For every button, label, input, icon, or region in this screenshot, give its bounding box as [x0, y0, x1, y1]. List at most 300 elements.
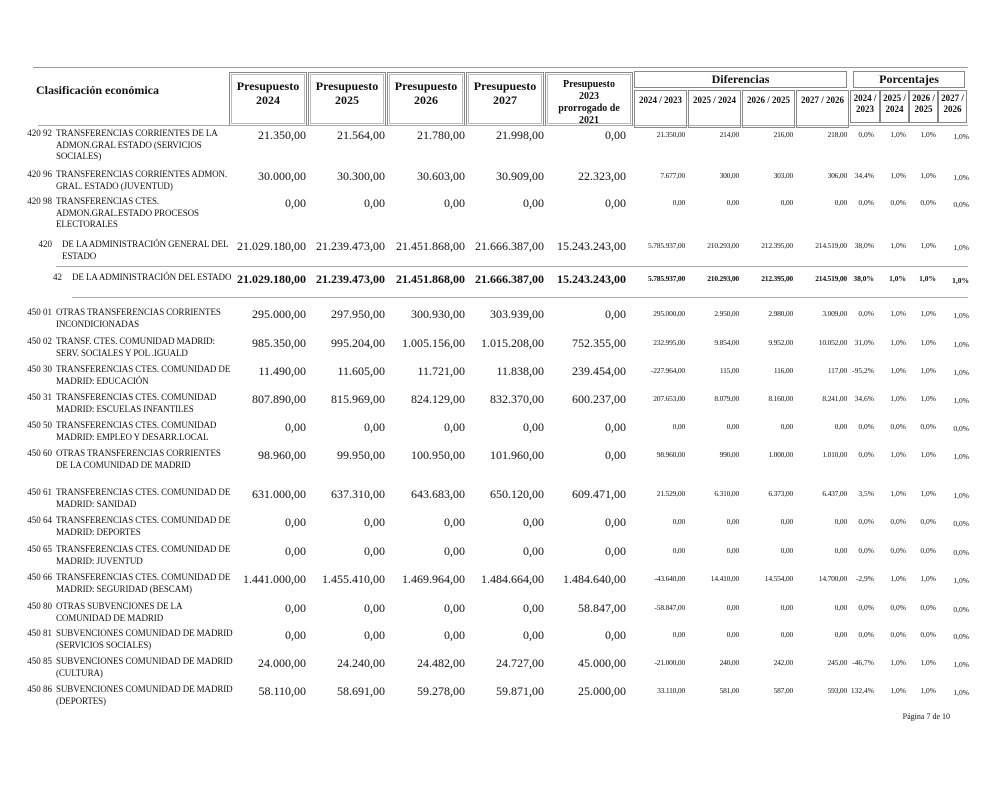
- difference-value: 242,00: [773, 658, 793, 667]
- difference-value: 1.010,00: [822, 450, 847, 459]
- percentage-value: 0,0%: [920, 603, 936, 612]
- budget-value: 11.605,00: [337, 364, 385, 378]
- percentage-value: 1,0%: [953, 452, 969, 461]
- percentage-value: 0,0%: [858, 422, 874, 431]
- percentage-value: 0,0%: [858, 450, 874, 459]
- difference-value: 0,00: [726, 422, 739, 431]
- row-description: DE LA ADMINISTRACIÓN DEL ESTADO: [72, 272, 232, 282]
- difference-value: 0,00: [672, 546, 685, 555]
- difference-value: 21.529,00: [656, 489, 685, 498]
- budget-value: 98.960,00: [258, 448, 306, 462]
- budget-value: 0,00: [285, 196, 306, 210]
- budget-value: 0,00: [605, 628, 626, 642]
- row-code: 450 60: [27, 448, 52, 458]
- difference-value: 300,00: [719, 171, 739, 180]
- budget-value: 0,00: [364, 196, 385, 210]
- percentage-value: 1,0%: [890, 489, 906, 498]
- budget-value: 11.490,00: [258, 364, 306, 378]
- row-code: 42: [53, 272, 62, 282]
- row-code: 450 01: [27, 307, 52, 317]
- difference-value: 218,00: [827, 130, 847, 139]
- percentage-value: 1,0%: [920, 574, 936, 583]
- difference-value: 210.293,00: [707, 274, 739, 283]
- budget-value: 643.683,00: [411, 487, 465, 501]
- budget-value: 0,00: [364, 601, 385, 615]
- budget-value: 300.930,00: [411, 307, 465, 321]
- difference-value: 1.000,00: [768, 450, 793, 459]
- percentage-value: 1,0%: [920, 450, 936, 459]
- difference-value: 98.960,00: [656, 450, 685, 459]
- difference-value: 10.052,00: [818, 338, 847, 347]
- percentage-value: 0,0%: [953, 632, 969, 641]
- budget-value: 24.000,00: [258, 656, 306, 670]
- row-description: OTRAS SUBVENCIONES DE LA COMUNIDAD DE MADRID: [56, 601, 182, 623]
- percentage-value: 0,0%: [858, 517, 874, 526]
- percentage-value: 0,0%: [858, 198, 874, 207]
- percentage-value: 0,0%: [953, 200, 969, 209]
- budget-value: 11.838,00: [496, 364, 544, 378]
- difference-value: 0,00: [834, 517, 847, 526]
- difference-value: 8.079,00: [714, 394, 739, 403]
- percentage-value: 34,4%: [854, 171, 874, 180]
- difference-value: 0,00: [726, 546, 739, 555]
- budget-value: 0,00: [523, 420, 544, 434]
- row-description: TRANSFERENCIAS CORRIENTES DE LA ADMON.GRAL ESTADO (SERVICIOS SOCIALES): [56, 128, 218, 161]
- budget-value: 752.355,00: [572, 336, 626, 350]
- row-code: 450 31: [27, 392, 52, 402]
- percentage-value: 1,0%: [953, 243, 969, 252]
- row-description: OTRAS TRANSFERENCIAS CORRIENTES DE LA COMUNIDAD DE MADRID: [56, 448, 221, 470]
- budget-value: 100.950,00: [411, 448, 465, 462]
- budget-value: 30.909,00: [496, 169, 544, 183]
- difference-value: 3.009,00: [822, 309, 847, 318]
- row-code: 450 02: [27, 336, 52, 346]
- budget-value: 0,00: [364, 628, 385, 642]
- budget-value: 30.603,00: [417, 169, 465, 183]
- difference-value: 207.653,00: [653, 394, 685, 403]
- difference-value: 232.995,00: [653, 338, 685, 347]
- budget-value: 0,00: [444, 420, 465, 434]
- budget-value: 21.451.868,00: [396, 272, 465, 286]
- percentage-value: 1,0%: [953, 660, 969, 669]
- percentage-value: 0,0%: [920, 198, 936, 207]
- percentage-value: 1,0%: [920, 130, 936, 139]
- percentage-value: 1,0%: [890, 309, 906, 318]
- budget-value: 1.469.964,00: [402, 572, 465, 586]
- percentage-value: 0,0%: [890, 422, 906, 431]
- difference-value: 0,00: [672, 630, 685, 639]
- row-description: TRANSFERENCIAS CTES. COMUNIDAD DE MADRID: DEPORTES: [56, 515, 231, 537]
- row-description: TRANSFERENCIAS CTES. COMUNIDAD MADRID: ESCUELAS INFANTILES: [56, 392, 217, 414]
- difference-value: 117,00: [827, 366, 847, 375]
- percentage-value: 0,0%: [953, 519, 969, 528]
- difference-value: -58.847,00: [654, 603, 685, 612]
- budget-value: 1.484.664,00: [481, 572, 544, 586]
- percentage-value: 0,0%: [890, 198, 906, 207]
- difference-value: 14.554,00: [764, 574, 793, 583]
- subtotal-rule-bottom: [72, 297, 968, 298]
- percentage-value: 1,0%: [953, 576, 969, 585]
- percentage-value: 1,0%: [920, 309, 936, 318]
- budget-value: 995.204,00: [331, 336, 385, 350]
- row-description: SUBVENCIONES COMUNIDAD DE MADRID (SERVICIOS SOCIALES): [56, 628, 233, 650]
- percentage-value: 0,0%: [920, 517, 936, 526]
- header-budget-2025: Presupuesto 2025: [308, 72, 386, 126]
- budget-value: 21.451.868,00: [396, 239, 465, 253]
- row-description: TRANSFERENCIAS CTES. COMUNIDAD MADRID: EMPLEO Y DESARR.LOCAL: [56, 420, 217, 442]
- difference-value: 245,00: [827, 658, 847, 667]
- difference-value: 240,00: [719, 658, 739, 667]
- percentage-value: 0,0%: [920, 630, 936, 639]
- difference-value: 990,00: [719, 450, 739, 459]
- budget-value: 0,00: [444, 196, 465, 210]
- budget-value: 24.727,00: [496, 656, 544, 670]
- percentage-value: 1,0%: [920, 171, 936, 180]
- difference-value: 0,00: [780, 198, 793, 207]
- budget-value: 58.110,00: [258, 684, 306, 698]
- budget-value: 21.239.473,00: [316, 272, 385, 286]
- percentage-value: 1,0%: [890, 658, 906, 667]
- percentages-group-header: Porcentajes: [853, 71, 965, 88]
- row-description: TRANSFERENCIAS CTES. COMUNIDAD DE MADRID: JUVENTUD: [56, 544, 231, 566]
- budget-value: 15.243.243,00: [557, 239, 626, 253]
- percentage-value: 1,0%: [890, 450, 906, 459]
- difference-value: 6.437,00: [822, 489, 847, 498]
- percentage-value: 0,0%: [858, 603, 874, 612]
- row-code: 450 80: [27, 601, 52, 611]
- difference-value: 0,00: [672, 422, 685, 431]
- percentage-value: 1,0%: [953, 491, 969, 500]
- percentage-value: 0,0%: [890, 630, 906, 639]
- row-description: TRANSFERENCIAS CTES. COMUNIDAD DE MADRID: EDUCACIÓN: [56, 364, 231, 386]
- difference-value: 0,00: [672, 517, 685, 526]
- difference-value: 5.785.937,00: [648, 241, 685, 250]
- budget-value: 0,00: [605, 307, 626, 321]
- header-prorogued: Presupuesto 2023 prorrogado de 2021: [545, 72, 633, 126]
- percentage-value: 0,0%: [920, 546, 936, 555]
- budget-value: 0,00: [285, 420, 306, 434]
- row-description: TRANSFERENCIAS CORRIENTES ADMON. GRAL. ESTADO (JUVENTUD): [56, 169, 228, 191]
- budget-value: 59.871,00: [496, 684, 544, 698]
- header-diff-4: 2027 / 2026: [796, 90, 849, 128]
- difference-value: 8.160,00: [768, 394, 793, 403]
- percentage-value: 3,5%: [858, 489, 874, 498]
- difference-value: 0,00: [834, 603, 847, 612]
- difference-value: 0,00: [780, 603, 793, 612]
- percentage-value: 1,0%: [920, 241, 936, 250]
- budget-value: 0,00: [285, 601, 306, 615]
- difference-value: 303,00: [773, 171, 793, 180]
- budget-value: 239.454,00: [572, 364, 626, 378]
- budget-value: 0,00: [605, 544, 626, 558]
- budget-value: 0,00: [444, 515, 465, 529]
- budget-value: 631.000,00: [252, 487, 306, 501]
- percentage-value: -46,7%: [852, 658, 874, 667]
- budget-value: 0,00: [523, 601, 544, 615]
- header-budget-2027: Presupuesto 2027: [466, 72, 544, 126]
- difference-value: 2.950,00: [714, 309, 739, 318]
- budget-value: 0,00: [285, 628, 306, 642]
- percentage-value: 38,0%: [853, 274, 874, 283]
- percentage-value: 1,0%: [920, 686, 936, 695]
- row-description: TRANSF. CTES. COMUNIDAD MADRID: SERV. SOCIALES Y POL .IGUALD: [56, 336, 215, 358]
- header-pct-3: 2026 / 2025: [909, 90, 938, 123]
- difference-value: -43.640,00: [654, 574, 685, 583]
- difference-value: 0,00: [834, 422, 847, 431]
- difference-value: 0,00: [834, 630, 847, 639]
- budget-value: 21.239.473,00: [316, 239, 385, 253]
- percentage-value: 1,0%: [890, 130, 906, 139]
- row-description: TRANSFERENCIAS CTES. ADMON.GRAL.ESTADO PROCESOS ELECTORALES: [56, 196, 199, 229]
- row-description: SUBVENCIONES COMUNIDAD DE MADRID (CULTURA): [56, 656, 233, 678]
- difference-value: 214,00: [719, 130, 739, 139]
- percentage-value: -95,2%: [852, 366, 874, 375]
- difference-value: 0,00: [834, 546, 847, 555]
- percentage-value: 1,0%: [920, 658, 936, 667]
- difference-value: 210.293,00: [707, 241, 739, 250]
- budget-value: 15.243.243,00: [557, 272, 626, 286]
- header-pct-4: 2027 / 2026: [938, 90, 967, 123]
- budget-value: 21.029.180,00: [237, 272, 306, 286]
- row-description: SUBVENCIONES COMUNIDAD DE MADRID (DEPORTES): [56, 684, 233, 706]
- difference-value: -227.964,00: [650, 366, 685, 375]
- percentage-value: 0,0%: [953, 424, 969, 433]
- difference-value: 6.310,00: [714, 489, 739, 498]
- row-code: 450 66: [27, 572, 52, 582]
- difference-value: 587,00: [773, 686, 793, 695]
- percentage-value: 132,4%: [850, 686, 874, 695]
- percentage-value: 0,0%: [890, 517, 906, 526]
- difference-value: 0,00: [726, 517, 739, 526]
- budget-value: 0,00: [523, 196, 544, 210]
- percentage-value: 0,0%: [920, 422, 936, 431]
- difference-value: 214.519,00: [815, 241, 847, 250]
- top-rule: [33, 67, 968, 68]
- percentage-value: 1,0%: [953, 132, 969, 141]
- difference-value: 116,00: [773, 366, 793, 375]
- budget-value: 59.278,00: [417, 684, 465, 698]
- difference-value: 0,00: [834, 198, 847, 207]
- difference-value: 0,00: [780, 546, 793, 555]
- budget-value: 807.890,00: [252, 392, 306, 406]
- budget-value: 0,00: [605, 448, 626, 462]
- percentage-value: 1,0%: [920, 489, 936, 498]
- percentage-value: 1,0%: [952, 276, 969, 285]
- budget-value: 99.950,00: [337, 448, 385, 462]
- classification-header: Clasificación económica: [36, 83, 159, 97]
- percentage-value: 0,0%: [953, 548, 969, 557]
- percentage-value: 0,0%: [890, 546, 906, 555]
- row-code: 450 61: [27, 487, 52, 497]
- budget-value: 0,00: [364, 544, 385, 558]
- difference-value: 295.000,00: [653, 309, 685, 318]
- row-code: 420 92: [27, 128, 52, 138]
- row-code: 450 65: [27, 544, 52, 554]
- budget-value: 297.950,00: [331, 307, 385, 321]
- percentage-value: 1,0%: [890, 394, 906, 403]
- percentage-value: 1,0%: [890, 171, 906, 180]
- header-pct-1: 2024 / 2023: [850, 90, 880, 123]
- difference-value: 581,00: [719, 686, 739, 695]
- budget-value: 25.000,00: [578, 684, 626, 698]
- budget-value: 58.847,00: [578, 601, 626, 615]
- budget-value: 985.350,00: [252, 336, 306, 350]
- budget-value: 45.000,00: [578, 656, 626, 670]
- budget-value: 600.237,00: [572, 392, 626, 406]
- budget-value: 0,00: [523, 544, 544, 558]
- header-pct-2: 2025 / 2024: [880, 90, 909, 123]
- budget-value: 24.240,00: [337, 656, 385, 670]
- row-description: DE LA ADMINISTRACIÓN GENERAL DEL ESTADO: [62, 239, 229, 261]
- difference-value: 9.854,00: [714, 338, 739, 347]
- percentage-value: 1,0%: [919, 274, 936, 283]
- percentage-value: 1,0%: [920, 366, 936, 375]
- budget-value: 815.969,00: [331, 392, 385, 406]
- budget-value: 637.310,00: [331, 487, 385, 501]
- percentage-value: 1,0%: [953, 173, 969, 182]
- budget-value: 21.564,00: [337, 128, 385, 142]
- header-rule: [38, 125, 968, 126]
- budget-value: 0,00: [605, 420, 626, 434]
- differences-group-header: Diferencias: [634, 71, 847, 88]
- percentage-value: 0,0%: [858, 309, 874, 318]
- percentage-value: 1,0%: [953, 688, 969, 697]
- difference-value: 14.700,00: [818, 574, 847, 583]
- difference-value: 5.785.937,00: [648, 274, 685, 283]
- budget-value: 24.482,00: [417, 656, 465, 670]
- difference-value: 0,00: [726, 198, 739, 207]
- budget-value: 609.471,00: [572, 487, 626, 501]
- difference-value: 2.980,00: [768, 309, 793, 318]
- header-budget-2024: Presupuesto 2024: [229, 72, 307, 126]
- budget-value: 101.960,00: [490, 448, 544, 462]
- budget-value: 0,00: [523, 515, 544, 529]
- row-code: 450 86: [27, 684, 52, 694]
- budget-value: 0,00: [444, 601, 465, 615]
- percentage-value: 0,0%: [858, 630, 874, 639]
- row-code: 450 64: [27, 515, 52, 525]
- difference-value: 216,00: [773, 130, 793, 139]
- budget-value: 0,00: [605, 128, 626, 142]
- budget-value: 0,00: [364, 515, 385, 529]
- percentage-value: 1,0%: [953, 396, 969, 405]
- header-diff-2: 2025 / 2024: [688, 90, 741, 128]
- percentage-value: 1,0%: [953, 368, 969, 377]
- budget-value: 30.300,00: [337, 169, 385, 183]
- percentage-value: 0,0%: [890, 603, 906, 612]
- percentage-value: 1,0%: [890, 686, 906, 695]
- difference-value: 214.519,00: [815, 274, 847, 283]
- budget-value: 1.484.640,00: [563, 572, 626, 586]
- budget-value: 22.323,00: [578, 169, 626, 183]
- row-code: 450 85: [27, 656, 52, 666]
- budget-value: 21.780,00: [417, 128, 465, 142]
- difference-value: 212.395,00: [761, 274, 793, 283]
- difference-value: 21.350,00: [656, 130, 685, 139]
- difference-value: 14.410,00: [710, 574, 739, 583]
- budget-value: 0,00: [605, 196, 626, 210]
- difference-value: 0,00: [672, 198, 685, 207]
- difference-value: -21.000,00: [654, 658, 685, 667]
- percentage-value: 1,0%: [920, 338, 936, 347]
- row-description: OTRAS TRANSFERENCIAS CORRIENTES INCONDICIONADAS: [56, 307, 221, 329]
- percentage-value: 31,0%: [854, 338, 874, 347]
- budget-value: 0,00: [364, 420, 385, 434]
- budget-value: 650.120,00: [490, 487, 544, 501]
- budget-value: 0,00: [285, 515, 306, 529]
- budget-value: 303.939,00: [490, 307, 544, 321]
- percentage-value: 1,0%: [953, 340, 969, 349]
- percentage-value: 1,0%: [890, 574, 906, 583]
- budget-value: 832.370,00: [490, 392, 544, 406]
- difference-value: 6.373,00: [768, 489, 793, 498]
- budget-value: 21.666.387,00: [475, 239, 544, 253]
- percentage-value: 1,0%: [889, 274, 906, 283]
- budget-value: 1.441.000,00: [243, 572, 306, 586]
- percentage-value: 0,0%: [858, 130, 874, 139]
- percentage-value: 0,0%: [858, 546, 874, 555]
- difference-value: 8.241,00: [822, 394, 847, 403]
- row-description: TRANSFERENCIAS CTES. COMUNIDAD DE MADRID: SEGURIDAD (BESCAM): [56, 572, 231, 594]
- budget-value: 21.029.180,00: [237, 239, 306, 253]
- difference-value: 115,00: [719, 366, 739, 375]
- budget-value: 11.721,00: [417, 364, 465, 378]
- difference-value: 0,00: [726, 603, 739, 612]
- header-diff-3: 2026 / 2025: [742, 90, 795, 128]
- percentage-value: -2,9%: [855, 574, 874, 583]
- percentage-value: 1,0%: [890, 366, 906, 375]
- header-budget-2026: Presupuesto 2026: [387, 72, 465, 126]
- row-code: 420 98: [27, 196, 52, 206]
- budget-value: 295.000,00: [252, 307, 306, 321]
- budget-value: 0,00: [605, 515, 626, 529]
- percentage-value: 1,0%: [920, 394, 936, 403]
- difference-value: 0,00: [780, 630, 793, 639]
- subtotal-rule-top: [56, 266, 968, 267]
- budget-value: 21.666.387,00: [475, 272, 544, 286]
- row-description: TRANSFERENCIAS CTES. COMUNIDAD DE MADRID: SANIDAD: [56, 487, 231, 509]
- difference-value: 33.110,00: [657, 686, 685, 695]
- difference-value: 593,00: [827, 686, 847, 695]
- percentage-value: 38,0%: [854, 241, 874, 250]
- budget-value: 1.015.208,00: [481, 336, 544, 350]
- percentage-value: 0,0%: [953, 605, 969, 614]
- row-code: 420: [38, 239, 52, 249]
- percentage-value: 1,0%: [890, 338, 906, 347]
- row-code: 450 50: [27, 420, 52, 430]
- budget-value: 21.998,00: [496, 128, 544, 142]
- budget-value: 824.129,00: [411, 392, 465, 406]
- row-code: 450 81: [27, 628, 52, 638]
- percentage-value: 1,0%: [890, 241, 906, 250]
- difference-value: 306,00: [827, 171, 847, 180]
- budget-value: 0,00: [523, 628, 544, 642]
- header-diff-1: 2024 / 2023: [634, 90, 687, 128]
- row-code: 420 96: [27, 169, 52, 179]
- difference-value: 0,00: [780, 422, 793, 431]
- budget-value: 58.691,00: [337, 684, 385, 698]
- difference-value: 212.395,00: [761, 241, 793, 250]
- percentage-value: 1,0%: [953, 311, 969, 320]
- budget-value: 21.350,00: [258, 128, 306, 142]
- difference-value: 7.677,00: [660, 171, 685, 180]
- difference-value: 9.952,00: [768, 338, 793, 347]
- budget-value: 1.455.410,00: [322, 572, 385, 586]
- percentage-value: 34,6%: [854, 394, 874, 403]
- difference-value: 0,00: [780, 517, 793, 526]
- budget-value: 1.005.156,00: [402, 336, 465, 350]
- row-code: 450 30: [27, 364, 52, 374]
